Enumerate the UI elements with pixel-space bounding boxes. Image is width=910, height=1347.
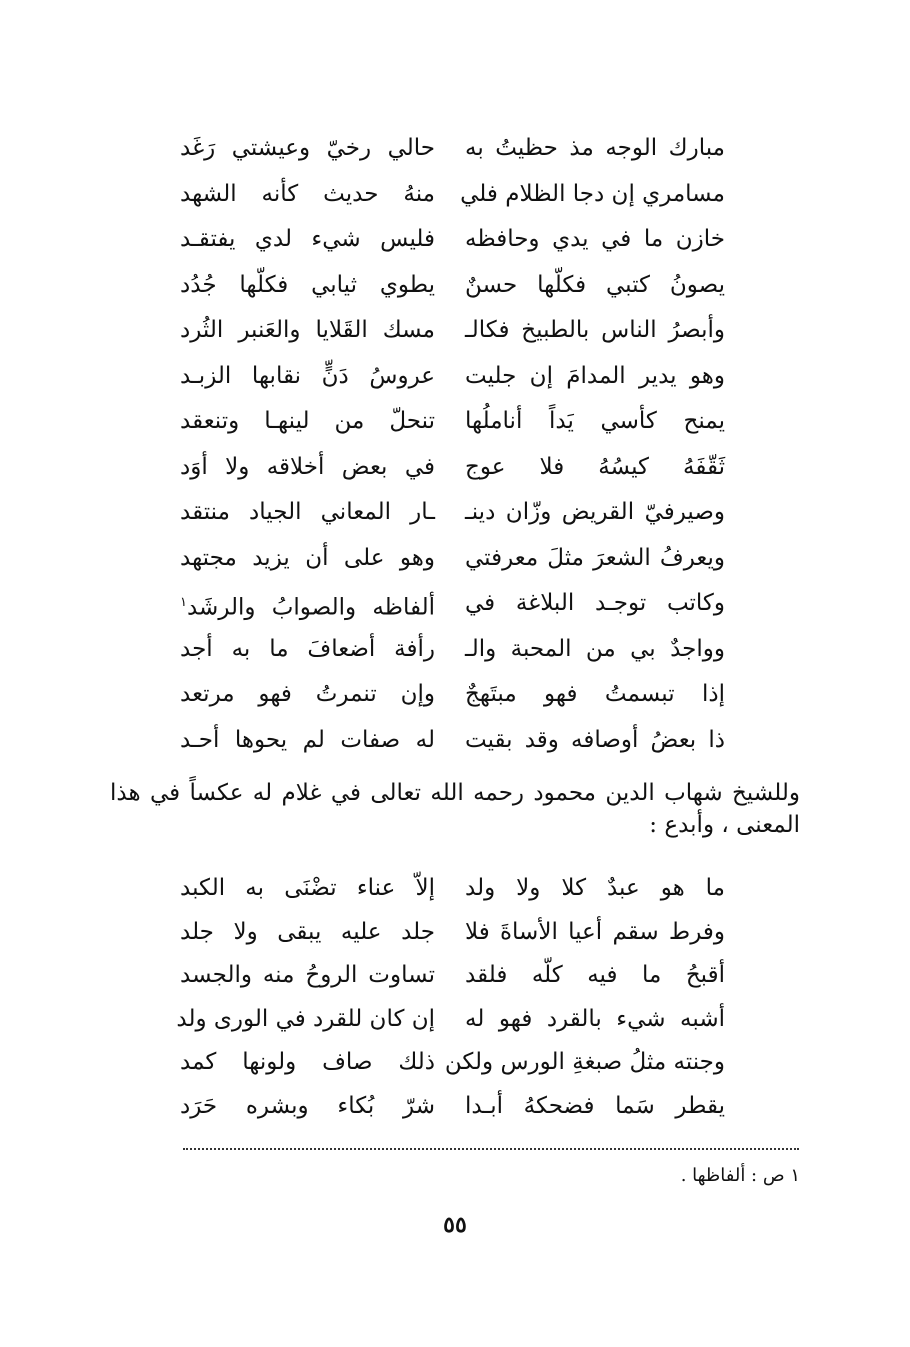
verse-second-hemistich: فليس شيء لدي يفتقـد [180, 226, 435, 252]
verse-second-hemistich: تنحلّ من لينهـا وتنعقد [180, 408, 435, 434]
verse-first-hemistich: وجنته مثلُ صبغةِ الورس ولكن [444, 1049, 725, 1076]
verse-first-hemistich: وأبصرُ الناس بالطبيخ فكالـ [465, 317, 725, 343]
verse-second-hemistich: حالي رخيّ وعيشتي رَغَد [180, 135, 435, 161]
verse-second-hemistich: جلد عليه يبقى ولا جلد [180, 918, 435, 945]
verse-first-hemistich: ذا بعضُ أوصافه وقد بقيت [465, 726, 725, 753]
verse-first-hemistich: أشبه شيء بالقرد فهو له [465, 1005, 725, 1032]
verse-second-hemistich: وهو على أن يزيد مجتهد [180, 544, 435, 571]
verse-second-hemistich: وإن تنمرتُ فهو مرتعد [180, 681, 435, 707]
verse-first-hemistich: مبارك الوجه مذ حظيتُ به [465, 135, 725, 161]
verse-first-hemistich: ثَقّفَهُ كيسُهُ فلا عوج [465, 453, 725, 480]
verse-second-hemistich: عروسُ دَنٍّ نقابها الزبـد [180, 362, 435, 389]
verse-first-hemistich: وصيرفيّ القريض وزّان دينـ [465, 499, 725, 525]
hemistich-text: ألفاظه والصوابُ والرشَد [186, 594, 435, 621]
verse-second-hemistich: إن كان للقرد في الورى ولد [176, 1005, 435, 1032]
verse-second-hemistich: منهُ حديث كأنه الشهد [180, 180, 435, 207]
verse-first-hemistich: يمنح كأسي يَداً أناملُها [465, 408, 725, 434]
verse-first-hemistich: وهو يدير المدامَ إن جليت [465, 362, 725, 389]
footnote-divider [183, 1148, 799, 1150]
verse-second-hemistich: في بعض أخلاقه ولا أوَد [180, 453, 435, 480]
intro-paragraph: وللشيخ شهاب الدين محمود رحمه الله تعالى في غلام له عكساً في هذا المعنى ، وأبدع : [110, 780, 800, 838]
verse-first-hemistich: أقبحُ ما فيه كلّه فلقد [465, 962, 725, 989]
verse-first-hemistich: إذا تبسمتُ فهو مبتَهجٌ [465, 681, 725, 707]
verse-first-hemistich: وفرط سقم أعيا الأساةَ فلا [465, 918, 725, 945]
verse-second-hemistich: شرّ بُكاء وبشره حَرَد [180, 1093, 435, 1119]
verse-first-hemistich: يصونُ كتبي فكلّها حسنٌ [465, 271, 725, 298]
footnote-marker: ١ [180, 595, 187, 610]
verse-first-hemistich: خازن ما في يدي وحافظه [465, 226, 725, 252]
verse-first-hemistich: وكاتب توجـد البلاغة في [465, 590, 725, 616]
verse-first-hemistich: يقطر سَما فضحكهُ أبـدا [465, 1093, 725, 1119]
footnote: ١ ص : ألفاظها . [680, 1165, 800, 1186]
verse-second-hemistich: له صفات لم يحوها أحـد [180, 726, 435, 753]
verse-second-hemistich: ـار المعاني الجياد منتقد [180, 499, 435, 525]
verse-second-hemistich: ذلك صاف ولونها كمد [180, 1049, 435, 1076]
verse-first-hemistich: مسامري إن دجا الظلام فلي [460, 180, 725, 207]
verse-second-hemistich: رأفة أضعافَ ما به أجد [180, 635, 435, 662]
verse-first-hemistich: وواجدٌ بي من المحبة والـ [465, 635, 725, 662]
verse-second-hemistich: تساوت الروحُ منه والجسد [180, 962, 435, 989]
page-number: ٥٥ [443, 1212, 467, 1238]
verse-first-hemistich: ما هو عبدٌ كلا ولا ولد [465, 875, 725, 901]
verse-second-hemistich [180, 588, 435, 623]
verse-second-hemistich: إلاّ عناء تضْنَى به الكبد [180, 875, 435, 901]
verse-second-hemistich: يطوي ثيابي فكلّها جُدُد [180, 271, 435, 298]
verse-first-hemistich: ويعرفُ الشعرَ مثلَ معرفتي [465, 544, 725, 571]
verse-second-hemistich: مسك القَلايا والعَنبر الثُرد [180, 317, 435, 343]
